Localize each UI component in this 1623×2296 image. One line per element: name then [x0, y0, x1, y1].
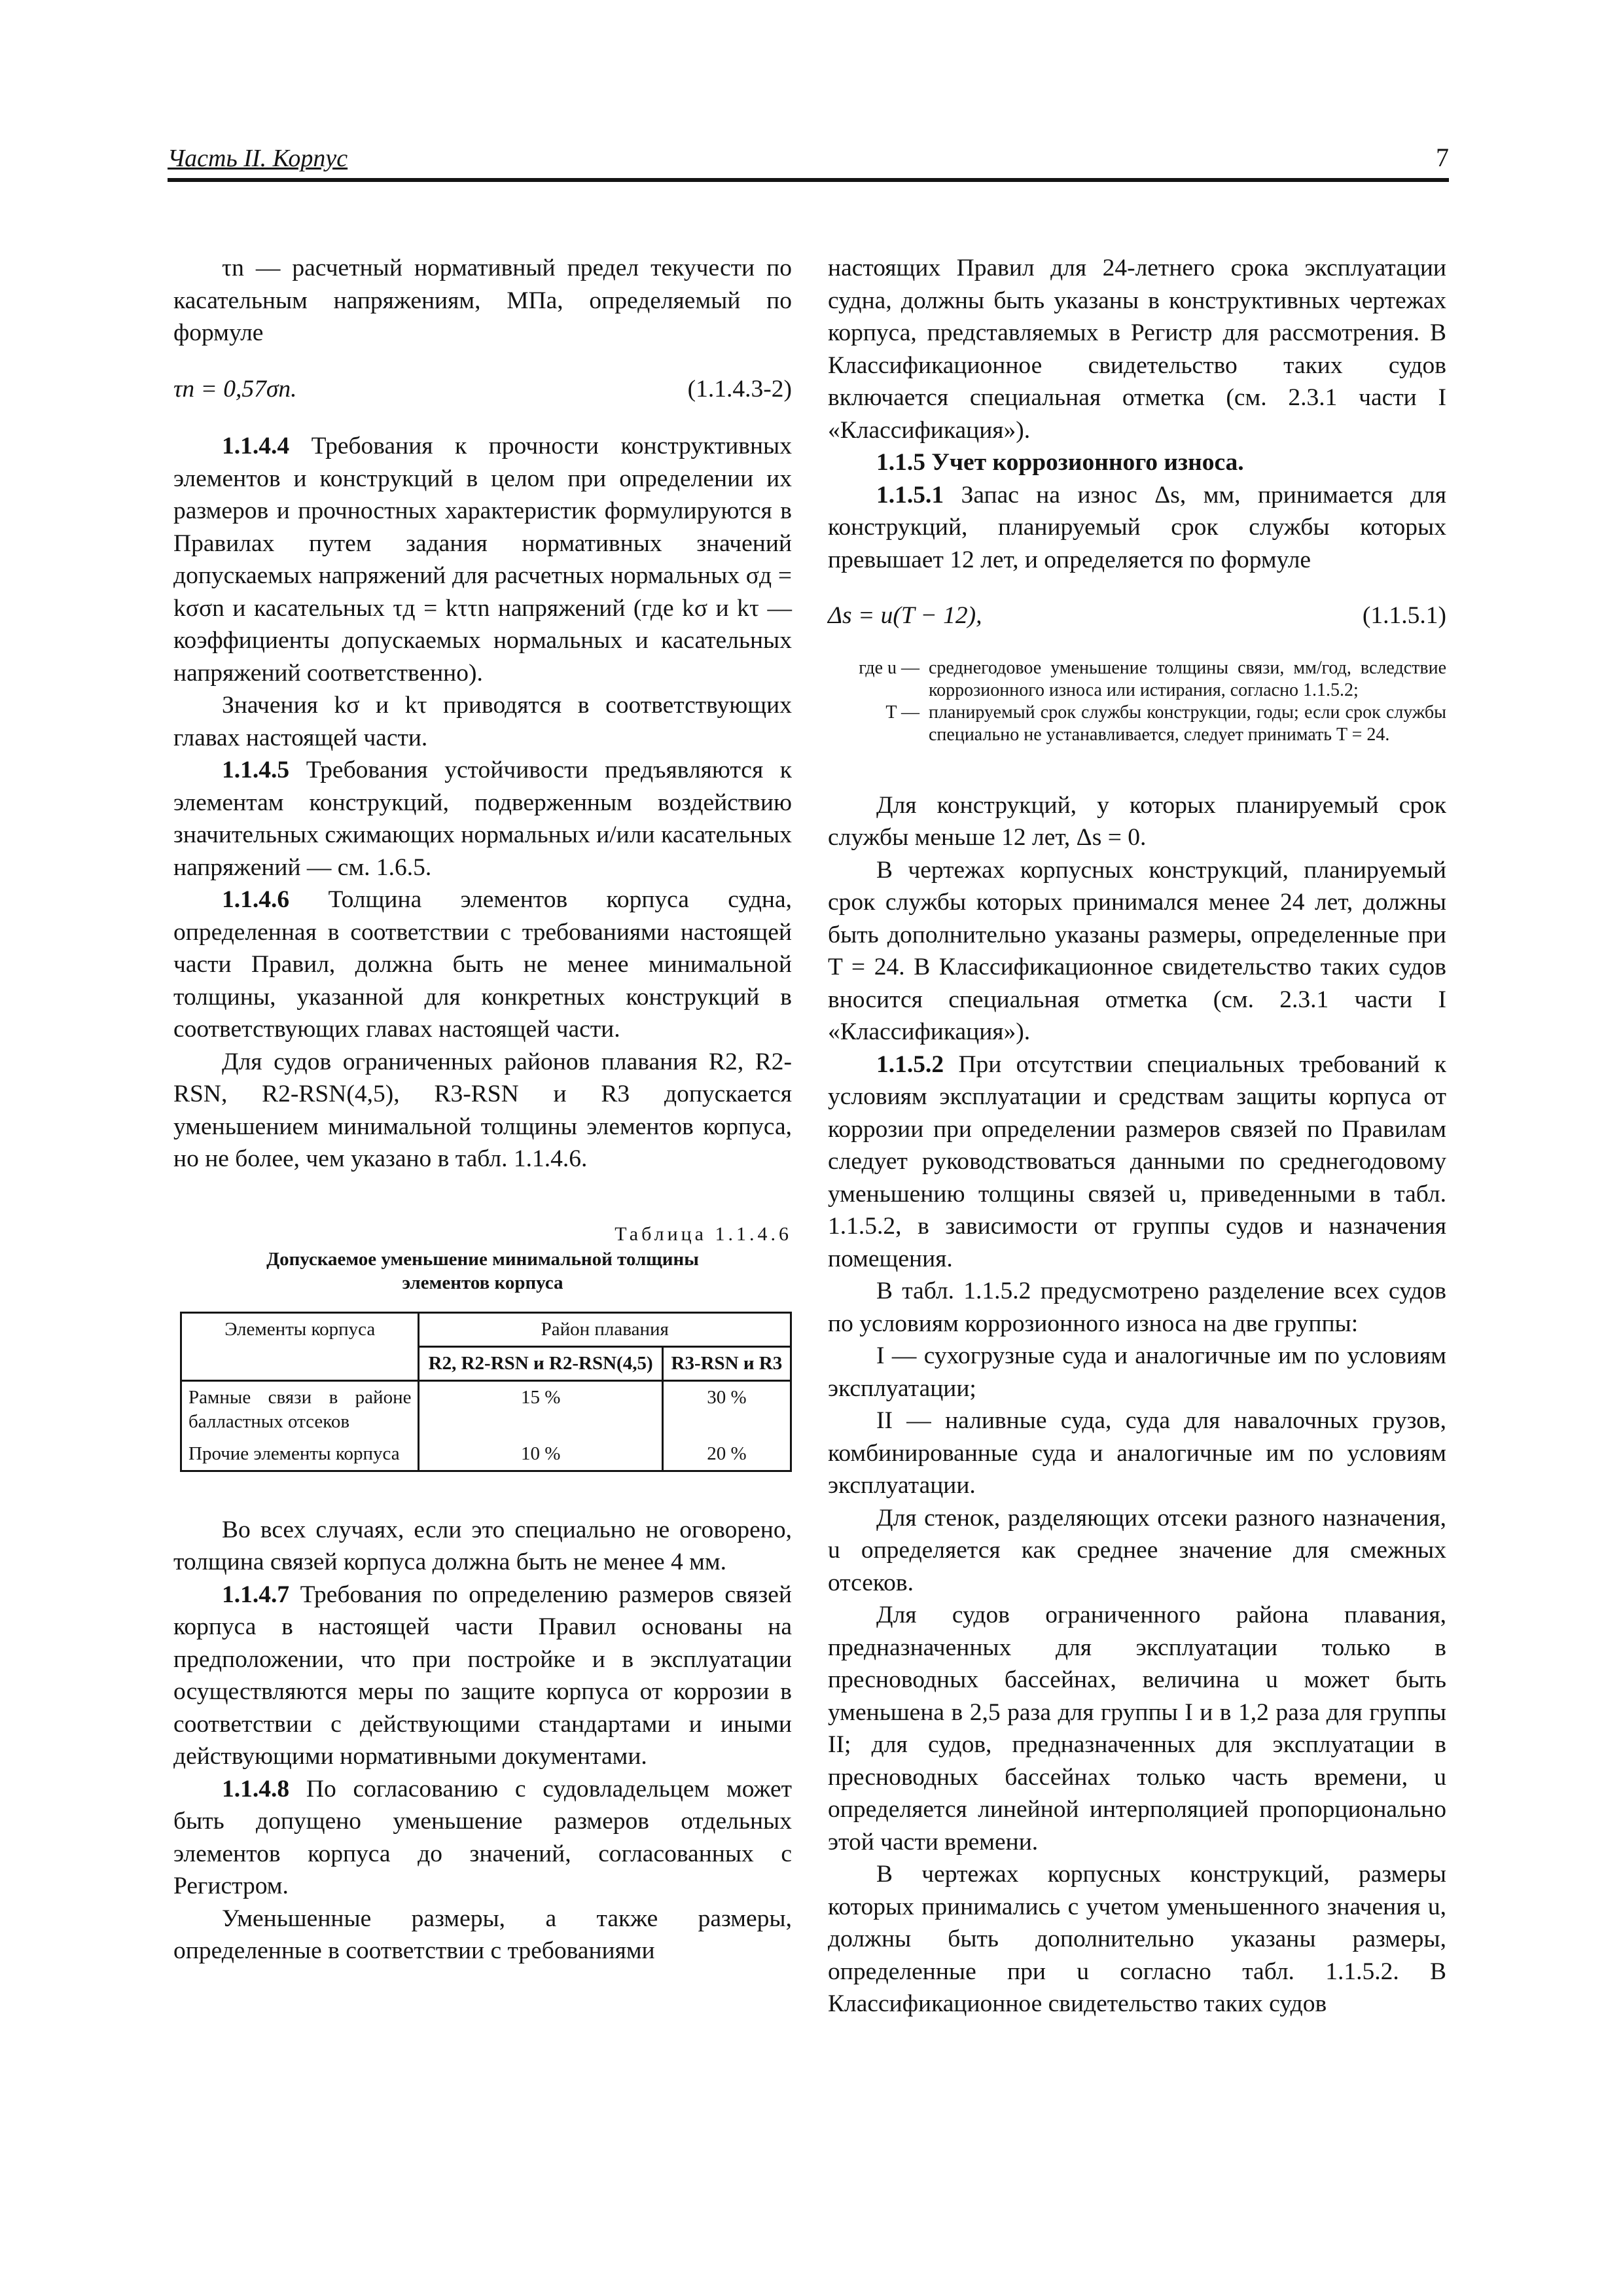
paragraph: Для стенок, разделяющих отсеки разного назначения, u определяется как среднее значение для смежных отсеков. [828, 1504, 1446, 1596]
paragraph: В табл. 1.1.5.2 предусмотрено разделение всех судов по условиям коррозионного износа на две группы: [828, 1278, 1446, 1337]
formula-expression: τn = 0,57σn. [173, 375, 297, 403]
paragraph: Уменьшенные размеры, а также размеры, определенные в соответствии с требованиями [173, 1905, 792, 1964]
paragraph-text: По согласованию с судовладельцем может быть допущено уменьшение размеров отдельных элементов корпуса до значений, согласованных с Регистром. [173, 1775, 792, 1899]
row-value-r3: 20 % [662, 1438, 791, 1471]
page-header [168, 141, 1449, 182]
table-title-line-2: элементов корпуса [402, 1272, 563, 1293]
paragraph: Во всех случаях, если это специально не оговорено, толщина связей корпуса должна быть не менее 4 мм. [173, 1516, 792, 1575]
paragraph-1-1-5-1 [828, 479, 1446, 577]
legend-key: T — [885, 702, 919, 723]
legend-text: планируемый срок службы конструкции, годы; если срок службы специально не устанавливается, следует принимать T = 24. [929, 702, 1446, 745]
section-number: 1.1.4.7 [222, 1581, 290, 1608]
table-row [181, 1380, 791, 1438]
paragraph: Для судов ограниченного района плавания, предназначенных для эксплуатации только в пресноводных бассейнах, величина u может быть уменьшена в 2,5 раза для группы I и в 1,2 раза для группы II; для судов, предназначенных для эксплуатации в пресноводных бассейнах только часть времени, u определяется линейной интерполяцией пропорционально этой части времени. [828, 1602, 1446, 1856]
paragraph-group-1: I — сухогрузные суда и аналогичные им по условиям эксплуатации; [828, 1342, 1446, 1402]
paragraph-1-1-4-6 [173, 884, 792, 1046]
row-name: Рамные связи в районе балластных отсеков [181, 1380, 419, 1438]
header-region: Район плавания [419, 1312, 791, 1346]
legend-text: среднегодовое уменьшение толщины связи, мм/год, вследствие коррозионного износа или истирания, согласно 1.1.5.2; [929, 657, 1446, 700]
header-elements: Элементы корпуса [181, 1312, 419, 1380]
formula-legend [828, 657, 1446, 746]
section-number: 1.1.5.1 [876, 481, 944, 509]
section-number: 1.1.4.8 [222, 1775, 290, 1803]
paragraph-text: Запас на износ Δs, мм, принимается для конструкций, планируемый срок службы которых превышает 12 лет, и определяется по формуле [828, 481, 1446, 573]
left-column [173, 252, 792, 1967]
row-value-r2: 15 % [419, 1380, 662, 1438]
formula-expression: Δs = u(T − 12), [828, 602, 982, 629]
paragraph: В чертежах корпусных конструкций, планируемый срок службы которых принимался менее 24 лет, должны быть дополнительно указаны размеры, определенные при T = 24. В Классификационное свидетельство таких судов вносится специальная отметка (см. 2.3.1 части I «Классификация»). [828, 856, 1446, 1045]
paragraph-1-1-4-8 [173, 1773, 792, 1903]
section-number: 1.1.4.6 [222, 886, 290, 913]
paragraph: τn — расчетный нормативный предел текучести по касательным напряжениям, МПа, определяемый по формуле [173, 255, 792, 346]
paragraph-text: Толщина элементов корпуса судна, определенная в соответствии с требованиями настоящей части Правил, должна быть не менее минимальной толщины, указанной для конкретных конструкций в соответствующих главах настоящей части. [173, 886, 792, 1043]
right-column [828, 252, 1446, 2020]
running-title: Часть II. Корпус [168, 145, 348, 172]
paragraph-text: Требования устойчивости предъявляются к элементам конструкций, подверженным воздействию значительных сжимающих нормальных и/или касательных напряжений — см. 1.6.5. [173, 757, 792, 881]
formula-number: (1.1.4.3-2) [687, 375, 792, 403]
thickness-reduction-table [180, 1312, 792, 1472]
legend-row [828, 657, 1446, 702]
formula-1-1-5-1 [828, 600, 1446, 632]
header-r2: R2, R2-RSN и R2-RSN(4,5) [419, 1346, 662, 1380]
paragraph: В чертежах корпусных конструкций, размеры которых принимались с учетом уменьшенного значения u, должны быть дополнительно указаны размеры, определенные при u согласно табл. 1.1.5.2. В Классификационное свидетельство таких судов [828, 1861, 1446, 2017]
paragraph: Значения kσ и kτ приводятся в соответствующих главах настоящей части. [173, 692, 792, 751]
paragraph-text: Требования к прочности конструктивных элементов и конструкций в целом при определении их размеров и прочностных характеристик формулируются в Правилах путем задания нормативных значений допускаемых напряжений для расчетных нормальных σд = kσσn и касательных τд = kττn напряжений (где kσ и kτ — коэффициенты допускаемых нормальных и касательных напряжений соответственно). [173, 433, 792, 687]
section-number: 1.1.4.4 [222, 433, 290, 459]
paragraph-1-1-4-4 [173, 430, 792, 689]
section-number: 1.1.4.5 [222, 757, 290, 783]
paragraph: настоящих Правил для 24-летнего срока эксплуатации судна, должны быть указаны в конструктивных чертежах корпуса, представляемых в Регистр для рассмотрения. В Классификационное свидетельство таких судов включается специальная отметка (см. 2.3.1 части I «Классификация»). [828, 255, 1446, 444]
formula-1-1-4-3-2 [173, 373, 792, 406]
formula-number: (1.1.5.1) [1362, 602, 1446, 629]
header-r3: R3-RSN и R3 [662, 1346, 791, 1380]
table-label: Таблица 1.1.4.6 [615, 1223, 792, 1245]
row-value-r2: 10 % [419, 1438, 662, 1471]
section-heading-1-1-5 [828, 446, 1446, 479]
row-name: Прочие элементы корпуса [181, 1438, 419, 1471]
paragraph-text: При отсутствии специальных требований к условиям эксплуатации и средствам защиты корпуса от коррозии при определении размеров связей по Правилам следует руководствоваться данными по среднегодовому уменьшению толщины связей u, приведенными в табл. 1.1.5.2, в зависимости от группы судов и назначения помещения. [828, 1050, 1446, 1272]
paragraph-text: Требования по определению размеров связей корпуса в настоящей части Правил основаны на предположении, что при постройке и в эксплуатации осуществляются меры по защите корпуса от коррозии в соответствии с действующими стандартами и иными действующими нормативными документами. [173, 1581, 792, 1770]
table-title-line-1: Допускаемое уменьшение минимальной толщины [266, 1248, 699, 1270]
paragraph: Для судов ограниченных районов плавания R2, R2-RSN, R2-RSN(4,5), R3-RSN и R3 допускается уменьшением минимальной толщины элементов корпуса, но не более, чем указано в табл. 1.1.4.6. [173, 1048, 792, 1172]
section-title: Учет коррозионного износа. [925, 449, 1244, 476]
paragraph: Для конструкций, у которых планируемый срок службы меньше 12 лет, Δs = 0. [828, 791, 1446, 851]
page-number: 7 [1436, 143, 1449, 172]
legend-key: где u — [859, 657, 919, 678]
legend-row [828, 702, 1446, 746]
paragraph-1-1-4-7 [173, 1579, 792, 1773]
paragraph-1-1-5-2 [828, 1049, 1446, 1276]
paragraph-group-2: II — наливные суда, суда для навалочных грузов, комбинированные суда и аналогичные им по условиям эксплуатации. [828, 1407, 1446, 1499]
section-number: 1.1.5 [876, 449, 925, 476]
table-row [181, 1438, 791, 1471]
paragraph-1-1-4-5 [173, 754, 792, 884]
row-value-r3: 30 % [662, 1380, 791, 1438]
section-number: 1.1.5.2 [876, 1050, 944, 1078]
